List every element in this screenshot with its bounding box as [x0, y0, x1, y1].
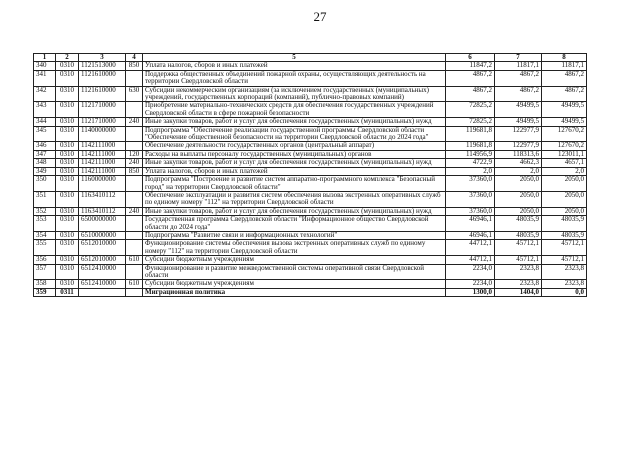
- amount-year-3: 2323,8: [542, 280, 587, 288]
- expense-type-code: [126, 191, 143, 207]
- expense-name: Субсидии некоммерческим организациям (за исключением государственных (муниципальных) учреждений, государственных корпораций (компаний), публично-правовых компаний): [143, 86, 446, 102]
- expense-name: Субсидии бюджетным учреждениям: [143, 256, 446, 264]
- amount-year-2: 4867,2: [495, 86, 542, 102]
- amount-year-1: 114956,9: [446, 150, 495, 158]
- expense-type-code: 850: [126, 62, 143, 70]
- row-number: 350: [34, 176, 56, 192]
- expense-type-code: 630: [126, 86, 143, 102]
- amount-year-2: 1404,0: [495, 288, 542, 296]
- amount-year-1: 119681,8: [446, 142, 495, 150]
- column-header-3: 3: [79, 54, 126, 62]
- row-number: 356: [34, 256, 56, 264]
- amount-year-2: 122977,9: [495, 142, 542, 150]
- amount-year-2: 2323,8: [495, 264, 542, 280]
- expense-name: Функционирование системы обеспечения вызова экстренных оперативных служб по единому номеру "112" на территории Свердловской области: [143, 240, 446, 256]
- row-number: 347: [34, 150, 56, 158]
- amount-year-2: 2050,0: [495, 191, 542, 207]
- amount-year-2: 122977,9: [495, 126, 542, 142]
- table-row: [34, 240, 587, 256]
- table-row: [34, 102, 587, 118]
- amount-year-2: 45712,1: [495, 240, 542, 256]
- target-article-code: 1160000000: [79, 176, 126, 192]
- column-header-2: 2: [56, 54, 79, 62]
- amount-year-2: 4662,3: [495, 159, 542, 167]
- amount-year-2: 4867,2: [495, 70, 542, 86]
- section-code: 0310: [56, 159, 79, 167]
- section-code: 0310: [56, 70, 79, 86]
- amount-year-3: 2050,0: [542, 191, 587, 207]
- column-header-5: 5: [143, 54, 446, 62]
- row-number: 344: [34, 118, 56, 126]
- expense-type-code: 610: [126, 256, 143, 264]
- table-row: [34, 280, 587, 288]
- expense-type-code: [126, 70, 143, 86]
- section-code: 0310: [56, 62, 79, 70]
- amount-year-2: 11817,1: [495, 62, 542, 70]
- target-article-code: 1142111000: [79, 159, 126, 167]
- table-row: [34, 264, 587, 280]
- target-article-code: [79, 288, 126, 296]
- expense-type-code: 240: [126, 159, 143, 167]
- section-code: 0310: [56, 126, 79, 142]
- column-header-7: 7: [495, 54, 542, 62]
- expense-name: Обеспечение эксплуатации и развития систем обеспечения вызова экстренных оперативных служб по единому номеру "112" на территории Свердловской области: [143, 191, 446, 207]
- expense-name: Подпрограмма "Развитие связи и информационных технологий": [143, 231, 446, 239]
- expense-name: Иные закупки товаров, работ и услуг для обеспечения государственных (муниципальных) нужд: [143, 118, 446, 126]
- amount-year-2: 48035,9: [495, 216, 542, 232]
- table-row: [34, 288, 587, 296]
- table-row: [34, 167, 587, 175]
- amount-year-3: 49499,5: [542, 118, 587, 126]
- amount-year-2: 2,0: [495, 167, 542, 175]
- expense-type-code: [126, 102, 143, 118]
- row-number: 359: [34, 288, 56, 296]
- target-article-code: 1121710000: [79, 118, 126, 126]
- amount-year-2: 2050,0: [495, 207, 542, 215]
- table-row: [34, 86, 587, 102]
- amount-year-3: 127670,2: [542, 126, 587, 142]
- amount-year-3: 2050,0: [542, 207, 587, 215]
- expense-name: Расходы на выплаты персоналу государственных (муниципальных) органов: [143, 150, 446, 158]
- section-code: 0310: [56, 240, 79, 256]
- target-article-code: 1121710000: [79, 102, 126, 118]
- section-code: 0310: [56, 118, 79, 126]
- expense-type-code: [126, 126, 143, 142]
- amount-year-3: 11817,1: [542, 62, 587, 70]
- column-header-1: 1: [34, 54, 56, 62]
- expense-type-code: [126, 240, 143, 256]
- section-code: 0310: [56, 231, 79, 239]
- target-article-code: 1140000000: [79, 126, 126, 142]
- table-row: [34, 62, 587, 70]
- table-row: [34, 150, 587, 158]
- expense-name: Приобретение материально-технических средств для обеспечения государственных учреждений Свердловской области в сфере пожарной безопасности: [143, 102, 446, 118]
- amount-year-3: 48035,9: [542, 216, 587, 232]
- section-code: 0311: [56, 288, 79, 296]
- table-row: [34, 231, 587, 239]
- amount-year-3: 4867,2: [542, 86, 587, 102]
- target-article-code: 1142111000: [79, 142, 126, 150]
- expense-name: Обеспечение деятельности государственных органов (центральный аппарат): [143, 142, 446, 150]
- section-code: 0310: [56, 150, 79, 158]
- target-article-code: 1121610000: [79, 70, 126, 86]
- section-code: 0310: [56, 216, 79, 232]
- amount-year-3: 45712,1: [542, 256, 587, 264]
- amount-year-3: 49499,5: [542, 102, 587, 118]
- row-number: 345: [34, 126, 56, 142]
- expense-type-code: 120: [126, 150, 143, 158]
- section-code: 0310: [56, 142, 79, 150]
- amount-year-1: 72825,2: [446, 102, 495, 118]
- row-number: 341: [34, 70, 56, 86]
- target-article-code: 6512010000: [79, 240, 126, 256]
- target-article-code: 6512010000: [79, 256, 126, 264]
- amount-year-1: 2,0: [446, 167, 495, 175]
- row-number: 352: [34, 207, 56, 215]
- table-row: [34, 216, 587, 232]
- expense-type-code: [126, 176, 143, 192]
- expense-name: Поддержка общественных объединений пожарной охраны, осуществляющих деятельность на территории Свердловской области: [143, 70, 446, 86]
- section-code: 0310: [56, 86, 79, 102]
- target-article-code: 1121610000: [79, 86, 126, 102]
- row-number: 346: [34, 142, 56, 150]
- table-row: [34, 191, 587, 207]
- expense-name: Уплата налогов, сборов и иных платежей: [143, 167, 446, 175]
- amount-year-2: 45712,1: [495, 256, 542, 264]
- amount-year-1: 46946,1: [446, 216, 495, 232]
- expense-name: Уплата налогов, сборов и иных платежей: [143, 62, 446, 70]
- expense-type-code: [126, 142, 143, 150]
- table-row: [34, 159, 587, 167]
- row-number: 353: [34, 216, 56, 232]
- row-number: 358: [34, 280, 56, 288]
- row-number: 349: [34, 167, 56, 175]
- table-row: [34, 142, 587, 150]
- expense-name: Иные закупки товаров, работ и услуг для обеспечения государственных (муниципальных) нужд: [143, 159, 446, 167]
- target-article-code: 1163410112: [79, 207, 126, 215]
- amount-year-1: 4722,9: [446, 159, 495, 167]
- table-row: [34, 118, 587, 126]
- expense-name: Подпрограмма "Построение и развитие систем аппаратно-программного комплекса "Безопасный город" на территории Свердловской области": [143, 176, 446, 192]
- row-number: 354: [34, 231, 56, 239]
- amount-year-3: 45712,1: [542, 240, 587, 256]
- amount-year-3: 123011,1: [542, 150, 587, 158]
- amount-year-3: 2050,0: [542, 176, 587, 192]
- amount-year-1: 2234,0: [446, 264, 495, 280]
- section-code: 0310: [56, 207, 79, 215]
- amount-year-1: 37360,0: [446, 207, 495, 215]
- table-row: [34, 70, 587, 86]
- budget-table: [33, 53, 587, 297]
- amount-year-1: 11847,2: [446, 62, 495, 70]
- amount-year-2: 49499,5: [495, 118, 542, 126]
- expense-type-code: 610: [126, 280, 143, 288]
- amount-year-3: 48035,9: [542, 231, 587, 239]
- amount-year-1: 44712,1: [446, 240, 495, 256]
- amount-year-1: 4867,2: [446, 86, 495, 102]
- amount-year-3: 4657,1: [542, 159, 587, 167]
- row-number: 340: [34, 62, 56, 70]
- section-code: 0310: [56, 167, 79, 175]
- section-code: 0310: [56, 256, 79, 264]
- expense-name: Иные закупки товаров, работ и услуг для обеспечения государственных (муниципальных) нужд: [143, 207, 446, 215]
- section-code: 0310: [56, 191, 79, 207]
- expense-name: Государственная программа Свердловской области "Информационное общество Свердловской области до 2024 года": [143, 216, 446, 232]
- amount-year-1: 37360,0: [446, 191, 495, 207]
- row-number: 342: [34, 86, 56, 102]
- expense-name: Подпрограмма "Обеспечение реализации государственной программы Свердловской области "Обеспечение общественной безопасности на территории Свердловской области до 2024 года": [143, 126, 446, 142]
- amount-year-2: 2050,0: [495, 176, 542, 192]
- amount-year-1: 37360,0: [446, 176, 495, 192]
- expense-type-code: 240: [126, 207, 143, 215]
- amount-year-1: 4867,2: [446, 70, 495, 86]
- expense-type-code: 240: [126, 118, 143, 126]
- row-number: 348: [34, 159, 56, 167]
- amount-year-2: 2323,8: [495, 280, 542, 288]
- column-header-6: 6: [446, 54, 495, 62]
- amount-year-1: 44712,1: [446, 256, 495, 264]
- expense-name: Миграционная политика: [143, 288, 446, 296]
- expense-type-code: [126, 216, 143, 232]
- target-article-code: 6510000000: [79, 231, 126, 239]
- expense-name: Функционирование и развитие межведомственной системы оперативной связи Свердловской области: [143, 264, 446, 280]
- target-article-code: 6500000000: [79, 216, 126, 232]
- row-number: 351: [34, 191, 56, 207]
- target-article-code: 1142111000: [79, 150, 126, 158]
- table-row: [34, 256, 587, 264]
- section-code: 0310: [56, 176, 79, 192]
- section-code: 0310: [56, 280, 79, 288]
- expense-type-code: [126, 288, 143, 296]
- amount-year-1: 46946,1: [446, 231, 495, 239]
- row-number: 357: [34, 264, 56, 280]
- amount-year-1: 72825,2: [446, 118, 495, 126]
- page-number: 27: [313, 9, 327, 24]
- section-code: 0310: [56, 102, 79, 118]
- amount-year-2: 49499,5: [495, 102, 542, 118]
- amount-year-3: 4867,2: [542, 70, 587, 86]
- table-body: [34, 62, 587, 297]
- row-number: 343: [34, 102, 56, 118]
- amount-year-1: 2234,0: [446, 280, 495, 288]
- target-article-code: 1121513000: [79, 62, 126, 70]
- column-header-8: 8: [542, 54, 587, 62]
- expense-type-code: 850: [126, 167, 143, 175]
- column-header-4: 4: [126, 54, 143, 62]
- target-article-code: 1142111000: [79, 167, 126, 175]
- amount-year-1: 119681,8: [446, 126, 495, 142]
- table-row: [34, 176, 587, 192]
- target-article-code: 6512410000: [79, 280, 126, 288]
- amount-year-2: 48035,9: [495, 231, 542, 239]
- row-number: 355: [34, 240, 56, 256]
- amount-year-3: 0,0: [542, 288, 587, 296]
- section-code: 0310: [56, 264, 79, 280]
- expense-type-code: [126, 264, 143, 280]
- table-row: [34, 126, 587, 142]
- amount-year-3: 2323,8: [542, 264, 587, 280]
- amount-year-3: 2,0: [542, 167, 587, 175]
- target-article-code: 1163410112: [79, 191, 126, 207]
- table-row: [34, 207, 587, 215]
- target-article-code: 6512410000: [79, 264, 126, 280]
- expense-type-code: [126, 231, 143, 239]
- amount-year-1: 1300,0: [446, 288, 495, 296]
- amount-year-3: 127670,2: [542, 142, 587, 150]
- table-header-row: [34, 54, 587, 62]
- expense-name: Субсидии бюджетным учреждениям: [143, 280, 446, 288]
- amount-year-2: 118313,6: [495, 150, 542, 158]
